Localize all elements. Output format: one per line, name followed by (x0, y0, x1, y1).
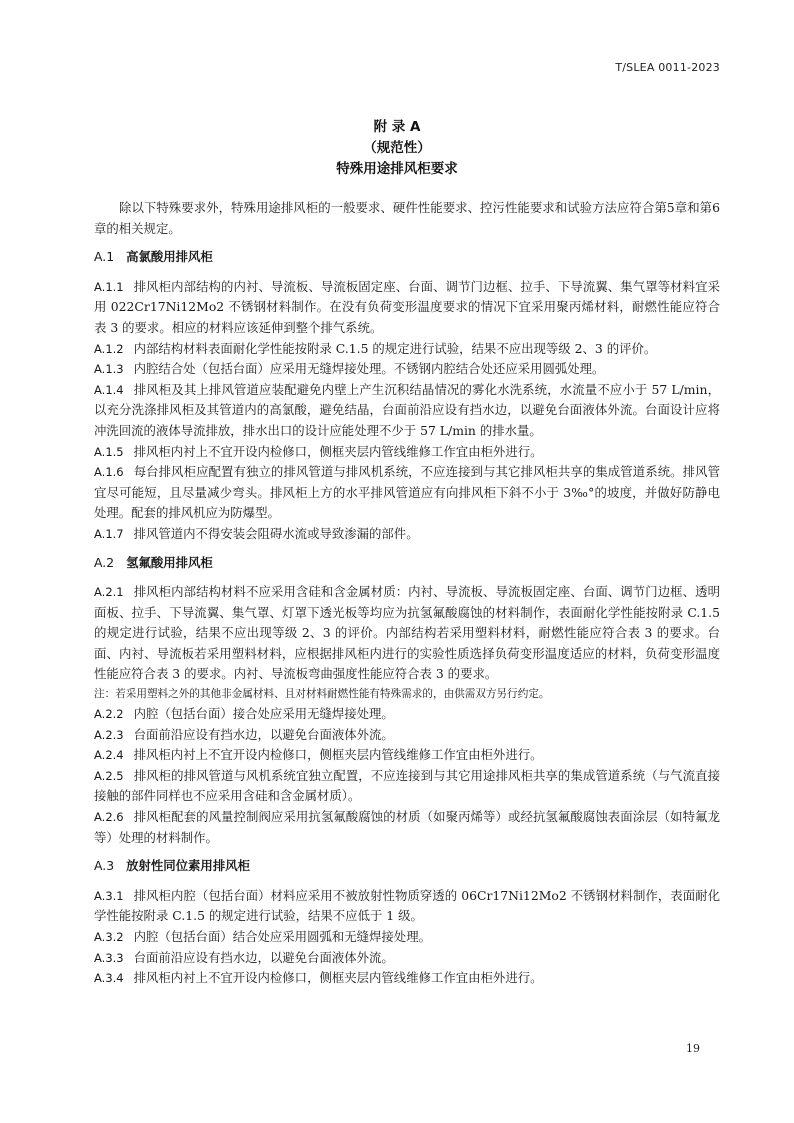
clause-text: 排风柜及其上排风管道应装配避免内壁上产生沉积结晶情况的雾化水洗系统，水流量不应小于 57 L/min，以充分洗涤排风柜及其管道内的高氯酸，避免结晶，台面前沿应设有挡水边，以避免台面液体外流。台面设计应将冲洗回流的液体导流排放，排水出口的设计应能处理不少于 57 L/min 的排水量。 (94, 381, 720, 438)
section-heading (94, 247, 720, 268)
clause-text: 排风柜的排风管道与风机系统宜独立配置，不应连接到与其它用途排风柜共享的集成管道系统（与气流直接接触的部件同样也不应采用含硅和含金属材质）。 (94, 767, 720, 804)
clause-number: A.1.2 (94, 341, 124, 356)
page-number: 19 (686, 1042, 700, 1055)
clause-text: 排风柜内部结构的内衬、导流板、导流板固定座、台面、调节门边框、拉手、下导流翼、集气罩等材料宜采用 022Cr17Ni12Mo2 不锈钢材料制作。在没有负荷变形温度要求的情况下宜采用聚丙烯材料，耐燃性能应符合表 3 的要求。相应的材料应该延伸到整个排气系统。 (94, 278, 720, 335)
clause-number: A.2.4 (94, 748, 124, 763)
clause (94, 582, 720, 685)
clause-text: 内腔（包括台面）结合处应采用圆弧和无缝焊接处理。 (133, 929, 431, 944)
clause-text: 台面前沿应设有挡水边，以避免台面液体外流。 (133, 726, 394, 742)
clause-text: 排风柜配套的风量控制阀应采用抗氢氟酸腐蚀的材质（如聚丙烯等）或经抗氢氟酸腐蚀表面涂层（如特氟龙等）处理的材料制作。 (94, 809, 720, 845)
clause (94, 339, 720, 360)
clause-text: 排风柜内衬上不宜开设内检修口，侧框夹层内管线维修工作宜由柜外进行。 (133, 747, 543, 763)
clause-number: A.3.1 (94, 888, 124, 903)
clause-number: A.1.3 (94, 362, 124, 377)
clause (94, 886, 720, 927)
clause (94, 948, 720, 969)
clause-number: A.2.1 (94, 585, 124, 600)
clause (94, 725, 720, 746)
clause (94, 524, 720, 545)
clause (94, 968, 720, 989)
section-number: A.1 (94, 249, 115, 265)
standard-code: T/SLEA 0011-2023 (615, 61, 720, 74)
clause-number: A.3.4 (94, 971, 124, 986)
clause-number: A.1.4 (94, 382, 124, 397)
section-title: 氢氟酸用排风柜 (126, 554, 213, 570)
clause-text: 排风柜内衬上不宜开设内检修口，侧框夹层内管线维修工作宜由柜外进行。 (133, 970, 543, 986)
intro-paragraph: 除以下特殊要求外，特殊用途排风柜的一般要求、硬件性能要求、控污性能要求和试验方法应符合第5章和第6章的相关规定。 (94, 200, 720, 236)
section-number: A.3 (94, 858, 115, 874)
clause-number: A.3.2 (94, 930, 124, 944)
clause (94, 442, 720, 463)
section-title: 高氯酸用排风柜 (126, 249, 213, 265)
appendix-type: （规范性） (363, 140, 431, 156)
clause-text: 每台排风柜应配置有独立的排风管道与排风机系统，不应连接到与其它排风柜共享的集成管道系统。排风管宜尽可能短，且尽量减少弯头。排风柜上方的水平排风管道应有向排风柜下斜不小于 3‰°的坡度，并做好防静电处理。配套的排风机应为防爆型。 (94, 464, 720, 521)
clause (94, 807, 720, 848)
clause (94, 766, 720, 807)
appendix-label: 附 录 A (373, 119, 421, 135)
clause-number: A.1.5 (94, 444, 124, 459)
clause (94, 380, 720, 442)
section-number: A.2 (94, 554, 115, 570)
clause-text: 内部结构材料表面耐化学性能按附录 C.1.5 的规定进行试验，结果不应出现等级 2、3 的评价。 (133, 340, 657, 356)
document-body (94, 198, 720, 989)
clause-text: 排风柜内部结构材料不应采用含硅和含金属材质：内衬、导流板、导流板固定座、台面、调节门边框、透明面板、拉手、下导流翼、集气罩、灯罩下透光板等均应为抗氢氟酸腐蚀的材料制作，表面耐化学性能按附录 C.1.5 的规定进行试验，结果不应出现等级 2、3 的评价。内部结构若采用塑料材料，耐燃性能应符合表 3 的要求。台面、内衬、导流板若采用塑料材料，应根据排风柜内进行的实验性质选择负荷变形温度适应的材料，负荷变形温度性能应符合表 3 的要求。内衬、导流板弯曲强度性能应符合表 3 的要求。 (94, 584, 720, 682)
appendix-title (0, 117, 794, 180)
clause-number: A.2.2 (94, 707, 124, 722)
clause-text: 台面前沿应设有挡水边，以避免台面液体外流。 (133, 949, 394, 965)
section-heading (94, 856, 720, 877)
clause-text: 内腔（包括台面）接合处应采用无缝焊接处理。 (133, 706, 394, 722)
clause-number: A.1.1 (94, 279, 124, 294)
clause (94, 462, 720, 524)
section-title: 放射性同位素用排风柜 (126, 858, 250, 874)
clause (94, 704, 720, 725)
clause (94, 745, 720, 766)
section-heading (94, 553, 720, 574)
clause (94, 927, 720, 948)
clause-number: A.2.3 (94, 727, 124, 742)
clause-number: A.1.6 (94, 465, 124, 480)
clause-number: A.3.3 (94, 950, 124, 965)
clause-text: 排风管道内不得安装会阻碍水流或导致渗漏的部件。 (133, 525, 419, 541)
clause (94, 359, 720, 380)
note: 注：若采用塑料之外的其他非金属材料、且对材料耐燃性能有特殊需求的，由供需双方另行约定。 (94, 688, 550, 701)
clause-number: A.1.7 (94, 526, 124, 541)
clause (94, 277, 720, 339)
clause-text: 内腔结合处（包括台面）应采用无缝焊接处理。不锈钢内腔结合处还应采用圆弧处理。 (133, 361, 605, 377)
clause-text: 排风柜内腔（包括台面）材料应采用不被放射性物质穿透的 06Cr17Ni12Mo2 不锈钢材料制作，表面耐化学性能按附录 C.1.5 的规定进行试验，结果不应低于 1 级。 (94, 887, 720, 924)
clause-number: A.2.6 (94, 810, 124, 825)
clause-text: 排风柜内衬上不宜开设内检修口，侧框夹层内管线维修工作宜由柜外进行。 (133, 443, 543, 459)
clause-number: A.2.5 (94, 768, 124, 783)
appendix-name: 特殊用途排风柜要求 (336, 161, 458, 177)
